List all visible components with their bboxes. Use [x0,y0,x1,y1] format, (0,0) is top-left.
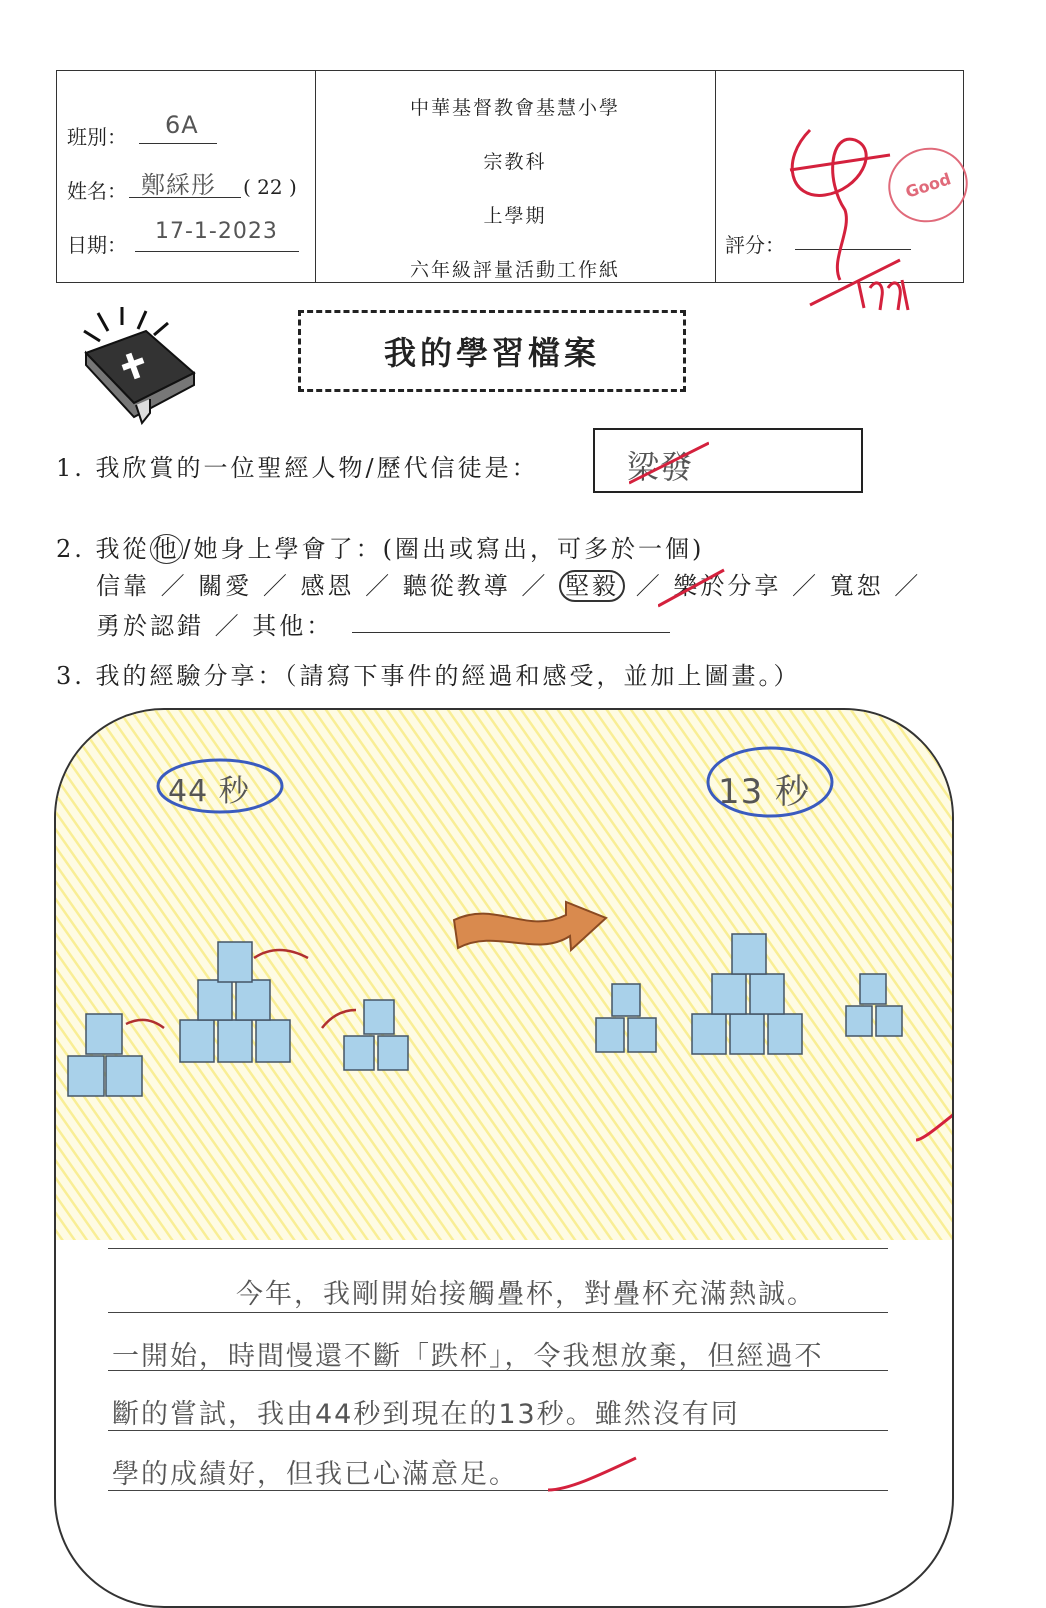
crayon-drawing [56,710,954,1608]
school-name: 中華基督教會基慧小學 [409,97,620,119]
class-value: 6A [165,111,199,139]
essay-line-3: 斷的嘗試，我由44秒到現在的13秒。雖然沒有同 [112,1399,740,1430]
worksheet-name: 六年級評量活動工作紙 [409,259,620,281]
options-row-2: 勇於認錯 ／ 其他： [96,612,334,640]
circled-pronoun: 他 [150,534,183,564]
subject-name: 宗教科 [483,151,547,173]
essay-line-2: 一開始，時間慢還不斷「跌杯」，令我想放棄，但經過不 [112,1341,824,1372]
option-admit-mistake[interactable]: 勇於認錯 [96,612,204,640]
answer-box [593,428,863,493]
option-perseverance[interactable]: 堅毅 [559,570,625,602]
date-label: 日期： [67,233,127,257]
score-label: 評分： [725,233,785,257]
time-after-label: 13 秒 [718,772,811,812]
question-2-pre: 2. 我從 [56,535,150,563]
other-blank[interactable] [352,632,670,633]
option-share[interactable]: 樂於分享 [673,572,782,600]
answer-value: 梁發 [627,448,694,486]
other-label: 其他： [252,612,334,640]
stamp-text: Good [902,168,954,202]
option-forgive[interactable]: 寬恕 [829,572,884,600]
question-2 [56,529,704,564]
teacher-signature [770,110,990,330]
question-3: 3. 我的經驗分享：（請寫下事件的經過和感受，並加上圖畫。） [56,662,801,690]
question-2-post: /她身上學會了：(圈出或寫出，可多於一個) [182,535,705,563]
red-tick [658,566,728,612]
school-info-cell [315,71,716,282]
red-tick [629,438,709,488]
option-obey[interactable]: 聽從教導 [402,572,511,600]
question-1: 1. 我欣賞的一位聖經人物/歷代信徒是： [56,454,539,482]
drawing-frame [54,708,954,1608]
term-name: 上學期 [483,205,547,227]
class-label: 班別： [67,125,127,149]
option-trust[interactable]: 信靠 [96,572,150,600]
name-value: 鄭綵彤 [141,171,216,199]
option-care[interactable]: 關愛 [198,572,253,600]
name-label: 姓名： [67,179,127,203]
option-gratitude[interactable]: 感恩 [300,572,355,600]
essay-line-1: 今年，我剛開始接觸疊杯，對疊杯充滿熱誠。 [236,1279,816,1310]
essay-line-4: 學的成績好，但我已心滿意足。 [112,1459,518,1490]
page-title: 我的學習檔案 [298,310,686,392]
time-before-label: 44 秒 [168,774,250,809]
options-row-1: 信靠 ／ 關愛 ／ 感恩 ／ 聽從教導 ／ 堅毅 ／ 樂於分享 ／ 寬恕 ／ [96,572,922,600]
student-info-cell [57,71,316,282]
bible-icon [76,305,206,425]
date-value: 17-1-2023 [155,219,278,244]
class-number: ( 22 ) [243,175,297,199]
